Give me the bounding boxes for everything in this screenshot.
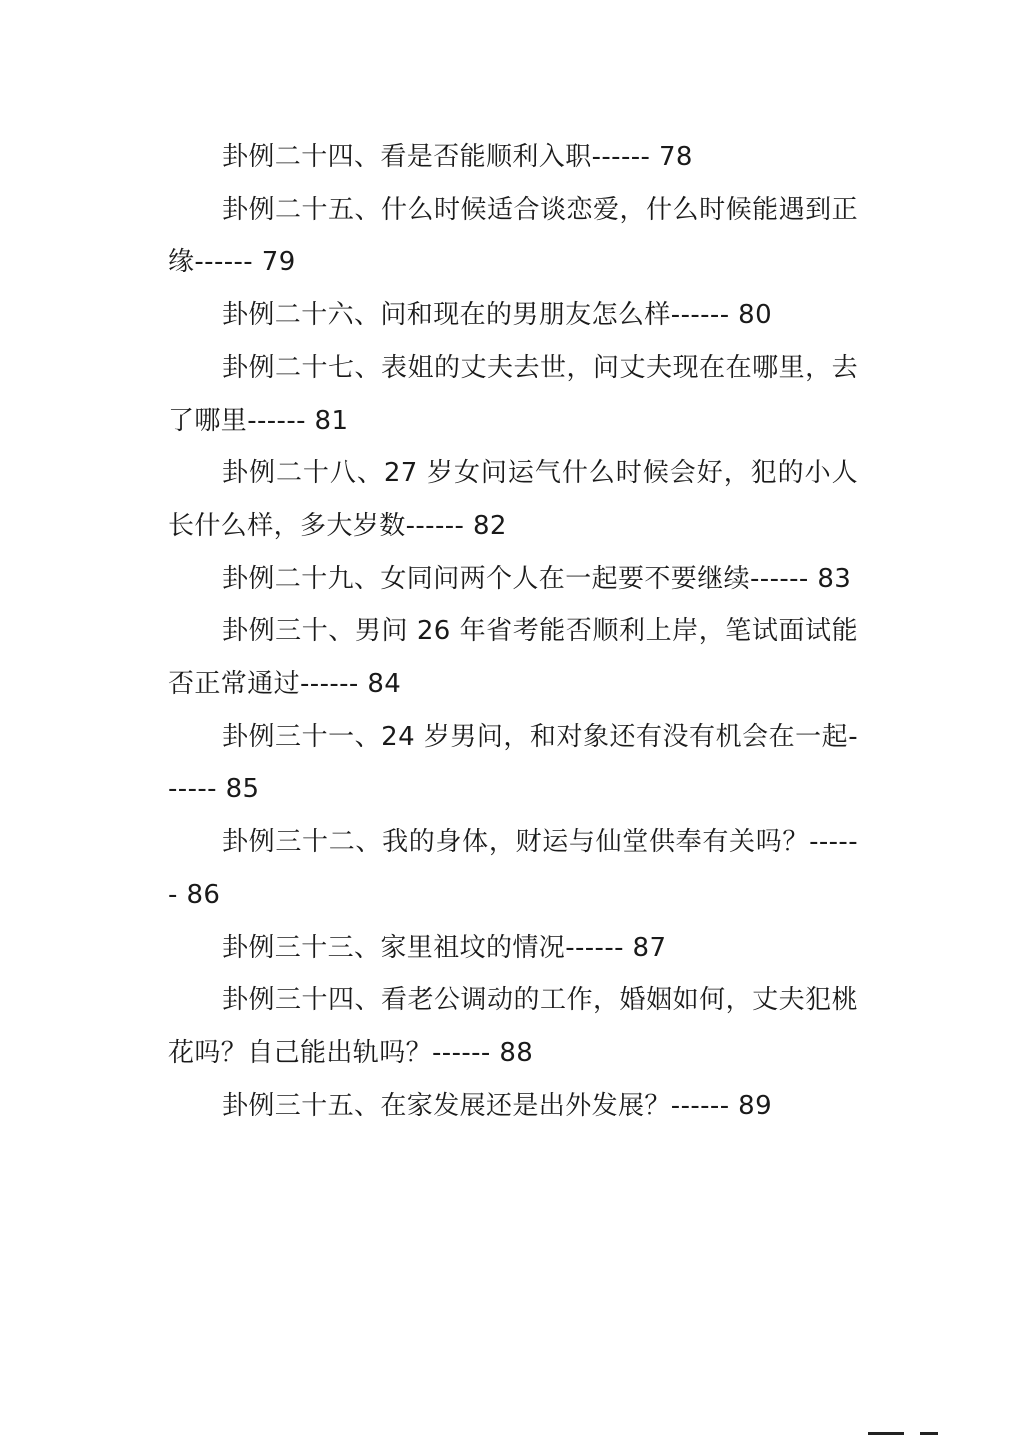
toc-entry-31[interactable]: 卦例三十一、24 岁男问，和对象还有没有机会在一起------ 85 xyxy=(168,721,858,805)
toc-entry-27[interactable]: 卦例二十七、表姐的丈夫去世，问丈夫现在在哪里，去了哪里------ 81 xyxy=(168,352,858,436)
toc-entry-25[interactable]: 卦例二十五、什么时候适合谈恋爱，什么时候能遇到正缘------ 79 xyxy=(168,194,858,278)
toc-entry-32[interactable]: 卦例三十二、我的身体，财运与仙堂供奉有关吗？------ 86 xyxy=(168,827,858,910)
toc-entry-33[interactable]: 卦例三十三、家里祖坟的情况------ 87 xyxy=(222,932,667,963)
toc-entry-26[interactable]: 卦例二十六、问和现在的男朋友怎么样------ 80 xyxy=(222,300,773,331)
page-edge-mark xyxy=(868,1432,1018,1435)
table-of-contents xyxy=(168,131,858,1132)
toc-entry-24[interactable]: 卦例二十四、看是否能顺利入职------ 78 xyxy=(222,142,693,172)
toc-entry-30[interactable]: 卦例三十、男问 26 年省考能否顺利上岸，笔试面试能否正常通过------ 84 xyxy=(168,616,858,700)
toc-entry-28[interactable]: 卦例二十八、27 岁女问运气什么时候会好，犯的小人长什么样，多大岁数------ 82 xyxy=(168,458,858,541)
toc-entry-35[interactable]: 卦例三十五、在家发展还是出外发展？------ 89 xyxy=(222,1090,773,1121)
toc-entry-34[interactable]: 卦例三十四、看老公调动的工作，婚姻如何，丈夫犯桃花吗？自己能出轨吗？------ 88 xyxy=(168,985,858,1068)
toc-entry-29[interactable]: 卦例二十九、女同问两个人在一起要不要继续------ 83 xyxy=(222,563,852,594)
